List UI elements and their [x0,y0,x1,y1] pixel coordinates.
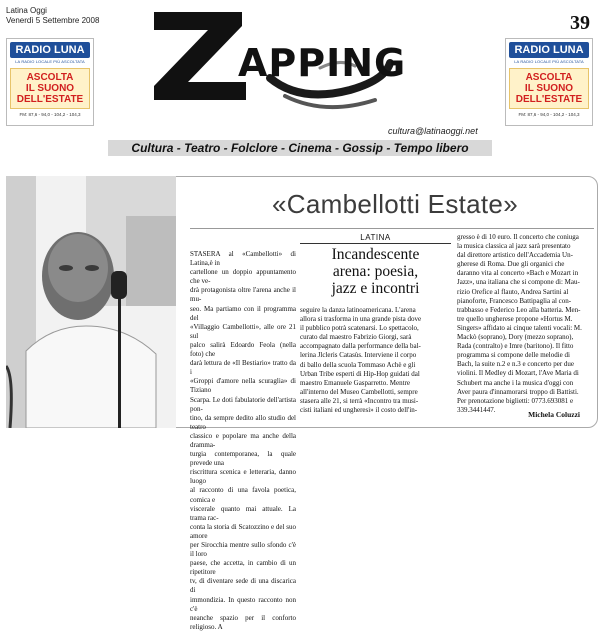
text-line: seguire la danza latinoamericana. L'arena [300,306,416,314]
text-line: al racconto di una favola poetica, comica e [190,486,296,504]
text-line: trabbasso e Federico Leo alla batteria. Men- [457,305,581,314]
text-line: Jazz», una italiana che si compone di: Mau- [457,278,580,287]
article-title-line: arena: poesia, [332,263,419,280]
contact-email: cultura@latinaoggi.net [388,126,478,136]
radio-tagline: LA RADIO LOCALE PIÙ ASCOLTATA [15,59,85,64]
text-line: daranno vita al concerto «Bach e Mozart in [457,269,579,278]
text-line: Urban Tribe esperti di Hip-Hop guidati dal [300,369,420,378]
radio-ad-left [6,38,94,126]
text-line: per Sirocchia mentre sullo sfondo c'è il loro [190,541,296,559]
text-line: violini. Il Medley di Mozart, l'Ave Maria di [457,369,579,378]
text-line: classico e popolare ma anche della dramma- [190,431,296,449]
article-column-1 [190,250,296,632]
text-line: tv, di diventare sede di una discarica di [190,577,296,595]
radio-message [10,68,90,109]
text-line: seo. Ma partiamo con il programma del [190,304,296,322]
text-line: il pubblico potrà scatenarsi. Lo spettacolo, [300,324,419,333]
article-title-line: Incandescente [331,246,420,263]
article-photo [6,176,176,428]
text-line: neanche spazio per il conforto religioso. A [190,613,296,631]
text-line: viscerale quanto mai attuale. La trama rac- [190,504,296,522]
text-line: Rada (contralto) e Imre (baritono). Il fitto [457,342,574,351]
page-header-left [6,6,99,26]
text-line: Mackò (soprano), Dory (mezzo soprano), [457,333,574,342]
radio-message-line: ASCOLTA [26,72,74,83]
article-column-2 [300,306,451,415]
radio-ad-right [505,38,593,126]
text-line: drà protagonista oltre l'arena anche il mu- [190,286,296,304]
article-column-3 [457,233,593,415]
text-line: cisti italiani ed ungheresi» il costo dell'in- [300,406,418,415]
text-line: maestro Emanuele Gasparretto. Mentre [300,378,411,387]
text-line: gherese di Roma. Due gli organici che [457,260,565,269]
text-line: dal direttore artistico dell'Accademia Un- [457,251,573,260]
text-line: pianoforte, Francesco Battipaglia al con- [457,296,572,305]
masthead-z-mark [154,12,246,100]
text-line: Schubert ma anche i la musica d'oggi con [457,378,574,387]
article-kicker: LATINA [360,233,391,242]
radio-message [509,68,589,109]
text-line: conta la storia di Scatozzino e del suo amore [190,522,296,540]
headline-rule [190,228,594,229]
radio-frequencies: FM: 87,6 - 94,0 - 104,2 - 104,3 [518,112,580,117]
text-line: Scarpa. Le doti fabulatorie dell'artista pon- [190,395,296,413]
text-line: Aver paura d'innamorarsi troppo di Battisti. [457,387,579,396]
text-line: riscrittura scenica e letteraria, danno luogo [190,468,296,486]
text-line: gresso è di 10 euro. Il concerto che coniuga [457,233,579,241]
text-line: paese, che accetta, in cambio di un ripetitore [190,559,296,577]
text-line: all'interno del Museo Cambellotti, sempre [300,387,418,396]
text-line: stasera alle 21, si terrà «Incontro tra musi- [300,396,419,405]
text-line: palco salirà Edoardo Feola (nella foto) che [190,340,296,359]
radio-message-line: IL SUONO [524,83,574,94]
text-line: rizio Orefice al flauto, Andrea Sartini al [457,287,569,296]
text-line: Bach, la suite n.2 e n.3 e concerto per due [457,360,575,369]
text-line: STASERA al «Cambellotti» di Latina,è in [190,250,296,268]
text-line: Per prenotazione biglietti: 0773.693081 e [457,396,574,405]
text-line: programma si compone delle melodie di [457,351,570,360]
article-headline: «Cambellotti Estate» [272,189,518,219]
text-line: darà lettura de «Il Bestiario» tratto da i [190,359,296,377]
masthead-title: APPING [238,41,407,85]
text-line: di ballo della scuola Tommaso Achè e gli [300,360,416,369]
newspaper-name: Latina Oggi [6,6,47,15]
radio-message-line: DELL'ESTATE [515,94,583,105]
radio-tagline: LA RADIO LOCALE PIÙ ASCOLTATA [514,59,584,64]
radio-logo: RADIO LUNA [10,42,90,58]
article-title [300,243,451,297]
radio-frequencies: FM: 87,6 - 94,0 - 104,2 - 104,3 [19,112,81,117]
article-title-line: jazz e incontri [331,280,420,297]
text-line: Singers» affidato ai cinque talenti vocali: M. [457,323,582,332]
text-line: «Villaggio Cambellotti», alle ore 21 sul [190,322,296,340]
text-line: accompagnato dalla performance della bal- [300,342,421,351]
radio-message-line: ASCOLTA [525,72,573,83]
text-line: tre quello ungherese propone «Hortus M. [457,314,573,323]
photo-portrait-man-microphone [6,176,176,428]
text-line: curato dal maestro Fabrizio Giorgi, sarà [300,333,412,342]
text-line: «Groppi d'amore nella scuraglia» di Tiziano [190,377,296,395]
text-line: lerina Jlcleris Catasùs. Interviene il corpo [300,351,417,360]
issue-date: Venerdì 5 Settembre 2008 [6,16,100,25]
text-line: allora si trasforma in una grande pista dove [300,315,422,324]
page-number: 39 [570,12,590,34]
text-line: cartellone un doppio appuntamento che ve- [190,268,296,286]
text-line: immondizia. In questo racconto non c'è [190,595,296,613]
radio-message-line: IL SUONO [25,83,75,94]
text-line: turgia contemporanea, la quale prevede una [190,450,296,468]
text-line: 339.3441447. [457,405,496,414]
text-line: tino, da sempre dedito allo studio del teatro [190,413,296,431]
text-line: la musica classica al jazz sarà presentato [457,242,571,251]
zapping-masthead [150,8,450,118]
radio-message-line: DELL'ESTATE [16,94,84,105]
article-signature: Michela Coluzzi [528,410,580,419]
radio-logo: RADIO LUNA [509,42,589,58]
section-categories: Cultura - Teatro - Folclore - Cinema - Gossip - Tempo libero [108,140,492,156]
